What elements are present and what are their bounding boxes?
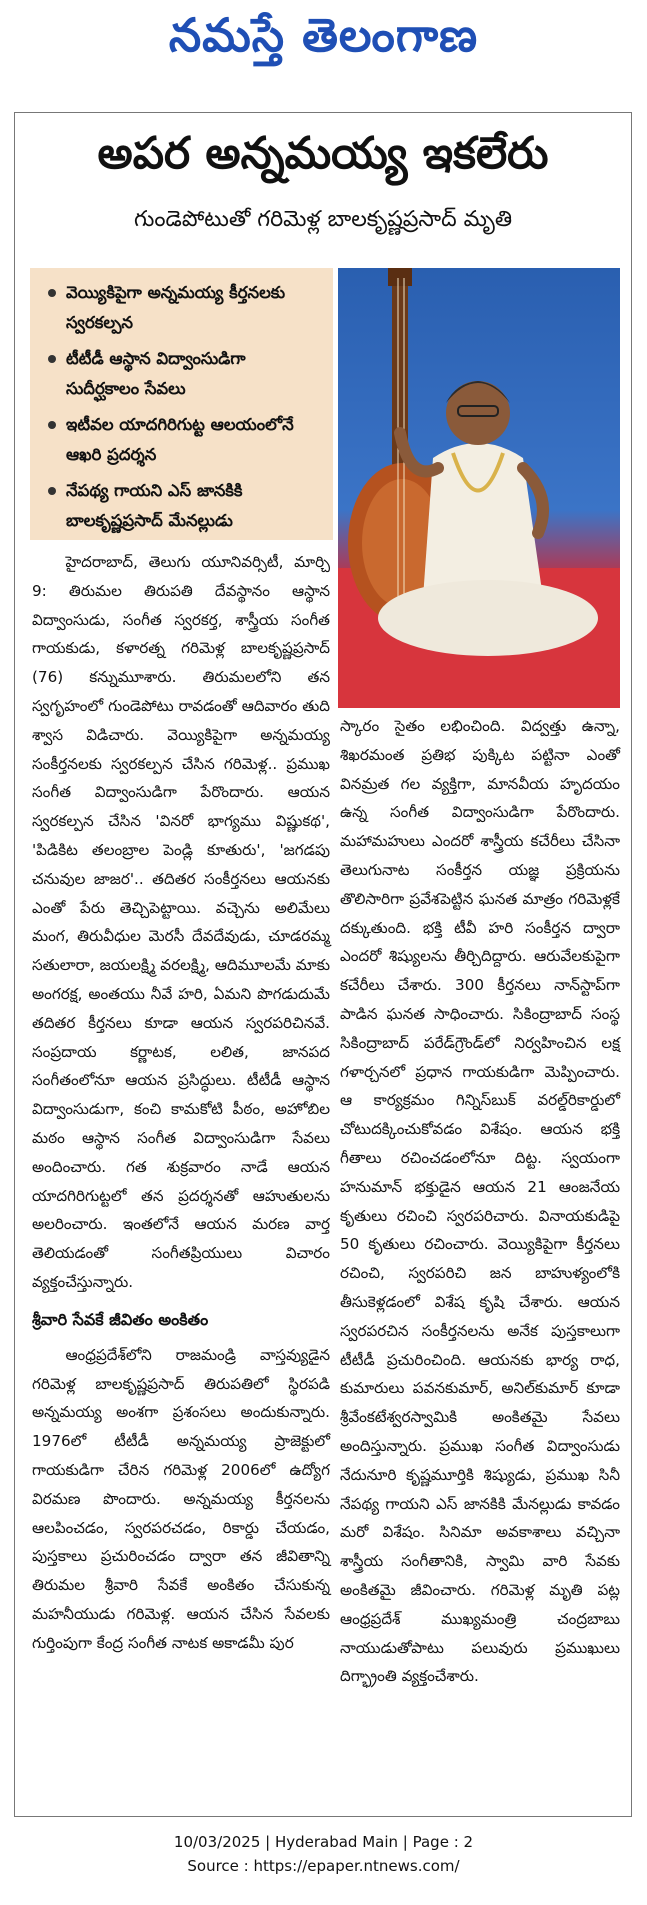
edition-info: 10/03/2025 | Hyderabad Main | Page : 2	[173, 1833, 474, 1851]
bullet-icon	[48, 421, 56, 429]
highlight-item	[48, 344, 323, 404]
highlight-item	[48, 278, 323, 338]
highlight-text: నేపథ్య గాయని ఎస్ జానకికి బాలకృష్ణప్రసాద్ మేనల్లుడు	[66, 481, 243, 530]
highlight-text: టీటీడీ ఆస్థాన విద్వాంసుడిగా సుదీర్ఘకాలం సేవలు	[66, 349, 246, 398]
article-column-1	[32, 548, 330, 1657]
headline: అపర అన్నమయ్య ఇకలేరు	[97, 128, 549, 179]
bullet-icon	[48, 487, 56, 495]
highlights-box	[30, 268, 333, 540]
article-column-2	[340, 712, 620, 1691]
bullet-icon	[48, 289, 56, 297]
highlight-item	[48, 410, 323, 470]
article-paragraph: ఆంధ్రప్రదేశ్‌లోని రాజమండ్రి వాస్తవ్యుడైన గరిమెళ్ల బాలకృష్ణప్రసాద్ తిరుపతిలో స్థిరపడి అన్నమయ్య అంశగా ప్రశంసలు అందుకున్నారు. 1976లో టీటీడీ అన్నమయ్య ప్రాజెక్టులో గాయకుడిగా చేరిన గరిమెళ్ల 2006లో ఉద్యోగ విరమణ పొందారు. అన్నమయ్య కీర్తనలను ఆలపించడం, స్వరపరచడం, రికార్డు చేయడం, పుస్తకాలు ప్రచురించడం ద్వారా తన జీవితాన్ని తిరుమల శ్రీవారి సేవకే అంకితం చేసుకున్న మహనీయుడు గరిమెళ్ల. ఆయన చేసిన సేవలకు గుర్తింపుగా కేంద్ర సంగీత నాటక అకాడమీ పుర	[32, 1345, 330, 1652]
source-link[interactable]: Source : https://epaper.ntnews.com/	[187, 1857, 460, 1875]
highlight-text: వెయ్యికిపైగా అన్నమయ్య కీర్తనలకు స్వరకల్పన	[66, 283, 286, 332]
musician-photo	[338, 268, 620, 708]
musician-with-tanpura-illustration	[338, 268, 620, 708]
article-paragraph: హైదరాబాద్, తెలుగు యూనివర్సిటీ, మార్చి 9: తిరుమల తిరుపతి దేవస్థానం ఆస్థాన విద్వాంసుడు, సంగీత స్వరకర్త, శాస్త్రీయ సంగీత గాయకుడు, కళారత్న గరిమెళ్ల బాలకృష్ణప్రసాద్ (76) కన్నుమూశారు. తిరుమలలోని తన స్వగృహంలో గుండెపోటు రావడంతో ఆదివారం తుది శ్వాస విడిచారు. వెయ్యికిపైగా అన్నమయ్య సంకీర్తనలకు స్వరకల్పన చేసిన గరిమెళ్ల.. ప్రముఖ సంగీత విద్వాంసుడిగా పేరొందారు. ఆయన స్వరకల్పన చేసిన 'వినరో భాగ్యము విష్ణుకథ', 'పిడికిట తలంబ్రాల పెండ్లి కూతురు', 'జగడపు చనువుల జాజర'.. తదితర సంకీర్తనలు ఆయనకు ఎంతో పేరు తెచ్చిపెట్టాయి. వచ్చెను అలిమేలు మంగ, తిరువీధుల మెరసీ దేవదేవుడు, చూడరమ్మ సతులారా, జయలక్ష్మి వరలక్ష్మి, ఆదిమూలమే మాకు అంగరక్ష, అంతయు నీవే హరి, ఏమని పొగడుదుమే తదితర కీర్తనలు కూడా ఆయన స్వరపరిచినవే. సంప్రదాయ కర్ణాటక, లలిత, జానపద సంగీతంలోనూ ఆయన ప్రసిద్ధులు. టీటీడీ ఆస్థాన విద్వాంసుడుగా, కంచి కామకోటి పీఠం, అహోబిల మఠం ఆస్థాన సంగీత విద్వాంసుడిగా సేవలు అందించారు. గత శుక్రవారం నాడే ఆయన యాదగిరిగుట్టలో తన ప్రదర్శనతో ఆహుతులను అలరించారు. ఇంతలోనే ఆయన మరణ వార్త తెలియడంతో సంగీతప్రియులు విచారం వ్యక్తంచేస్తున్నారు.	[32, 553, 330, 1291]
highlight-text: ఇటీవల యాదగిరిగుట్ట ఆలయంలోనే ఆఖరి ప్రదర్శన	[66, 415, 294, 464]
section-subheading: శ్రీవారి సేవకే జీవితం అంకితం	[32, 1309, 209, 1329]
highlight-item	[48, 476, 323, 536]
page-footer	[0, 1830, 647, 1878]
subheadline: గుండెపోటుతో గరిమెళ్ల బాలకృష్ణప్రసాద్ మృతి	[133, 207, 513, 232]
bullet-icon	[48, 355, 56, 363]
article-paragraph: స్కారం సైతం లభించింది. విద్వత్తు ఉన్నా, శిఖరమంత ప్రతిభ పుక్కిట పట్టినా ఎంతో వినమ్రత గల వ్యక్తిగా, మానవీయ హృదయం ఉన్న సంగీత విద్వాంసుడిగా పేరొందారు. మహామహులు ఎందరో శాస్త్రీయ కచేరీలు చేసినా తెలుగునాట సంకీర్తన యజ్ఞ ప్రక్రియను తొలిసారిగా ప్రవేశపెట్టిన ఘనత మాత్రం గరిమెళ్లకే దక్కుతుంది. భక్తి టీవీ హరి సంకీర్తన ద్వారా ఎందరో శిష్యులను తీర్చిదిద్దారు. ఆరువేలకుపైగా కచేరీలు చేశారు. 300 కీర్తనలు నాన్‌స్టాప్‌గా పాడిన ఘనత సాధించారు. సికింద్రాబాద్ సంస్థ సికింద్రాబాద్ పరేడ్‌గ్రౌండ్‌లో నిర్వహించిన లక్ష గళార్చనలో ప్రధాన గాయకుడిగా మెప్పించారు. ఆ కార్యక్రమం గిన్నిస్‌బుక్ వరల్డ్‌రికార్డులో చోటుదక్కించుకోవడం విశేషం. ఆయన భక్తి గీతాలు రచించడంలోనూ దిట్ట. స్వయంగా హనుమాన్ భక్తుడైన ఆయన 21 ఆంజనేయ కృతులు రచించి స్వరపరిచారు. వినాయకుడిపై 50 కృతులు రచించారు. వెయ్యికిపైగా కీర్తనలు రచించి, స్వరపరిచి జన బాహుళ్యంలోకి తీసుకెళ్లడంలో విశేష కృషి చేశారు. ఆయన స్వరపరచిన సంకీర్తనలను అనేక పుస్తకాలుగా టీటీడీ ప్రచురించింది. ఆయనకు భార్య రాధ, కుమారులు పవనకుమార్, అనిల్‌కుమార్ కూడా శ్రీవేంకటేశ్వరస్వామికి అంకితమై సేవలు అందిస్తున్నారు. ప్రముఖ సంగీత విద్వాంసుడు నేదునూరి కృష్ణమూర్తికి శిష్యుడు, ప్రముఖ సినీ నేపథ్య గాయని ఎస్ జానకికి మేనల్లుడు కావడం మరో విశేషం. సినిమా అవకాశాలు వచ్చినా శాస్త్రీయ సంగీతానికి, స్వామి వారి సేవకు అంకితమై జీవించారు. గరిమెళ్ల మృతి పట్ల ఆంధ్రప్రదేశ్ ముఖ్యమంత్రి చంద్రబాబు నాయుడుతోపాటు పలువురు ప్రముఖులు దిగ్భ్రాంతి వ్యక్తంచేశారు.	[340, 717, 620, 1686]
newspaper-masthead: నమస్తే తెలంగాణ	[168, 8, 479, 62]
